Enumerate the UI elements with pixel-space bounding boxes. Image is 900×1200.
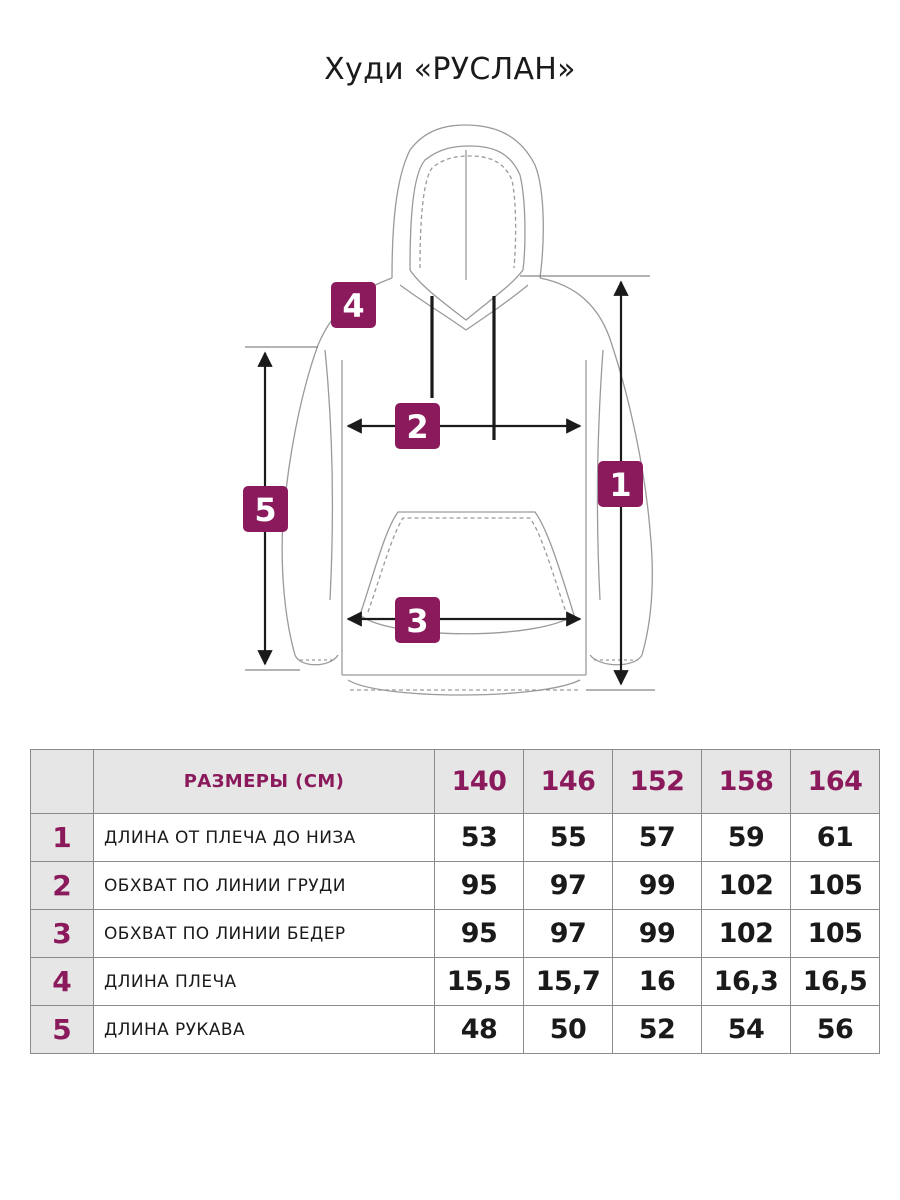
table-cell: 15,7 <box>524 958 613 1006</box>
marker-5 <box>243 486 288 532</box>
table-cell: 95 <box>435 910 524 958</box>
marker-1-label: 1 <box>609 466 632 504</box>
table-cell: 48 <box>435 1006 524 1054</box>
table-cell: 54 <box>702 1006 791 1054</box>
header-label: РАЗМЕРЫ (СМ) <box>94 750 435 814</box>
table-cell: 52 <box>613 1006 702 1054</box>
marker-3-label: 3 <box>406 602 429 640</box>
size-table-header <box>31 750 880 814</box>
table-cell: 53 <box>435 814 524 862</box>
table-cell: 59 <box>702 814 791 862</box>
table-cell: 56 <box>791 1006 880 1054</box>
marker-3 <box>395 597 440 643</box>
size-152: 152 <box>613 750 702 814</box>
table-cell: 105 <box>791 862 880 910</box>
row-number: 5 <box>31 1006 94 1054</box>
table-row <box>31 814 880 862</box>
size-158: 158 <box>702 750 791 814</box>
table-cell: 99 <box>613 910 702 958</box>
table-cell: 57 <box>613 814 702 862</box>
size-164: 164 <box>791 750 880 814</box>
table-cell: 16,3 <box>702 958 791 1006</box>
table-cell: 16 <box>613 958 702 1006</box>
table-cell: 102 <box>702 910 791 958</box>
marker-4-label: 4 <box>342 287 365 325</box>
table-cell: 50 <box>524 1006 613 1054</box>
table-cell: 16,5 <box>791 958 880 1006</box>
marker-1 <box>598 461 643 507</box>
size-146: 146 <box>524 750 613 814</box>
page-title: Худи «РУСЛАН» <box>324 52 576 87</box>
table-cell: 61 <box>791 814 880 862</box>
row-label: ОБХВАТ ПО ЛИНИИ ГРУДИ <box>94 862 435 910</box>
table-row <box>31 910 880 958</box>
row-number: 1 <box>31 814 94 862</box>
table-cell: 97 <box>524 910 613 958</box>
table-cell: 15,5 <box>435 958 524 1006</box>
table-cell: 95 <box>435 862 524 910</box>
table-cell: 99 <box>613 862 702 910</box>
table-row <box>31 1006 880 1054</box>
size-table <box>30 749 880 1054</box>
row-label: ДЛИНА РУКАВА <box>94 1006 435 1054</box>
marker-5-label: 5 <box>254 491 277 529</box>
table-row <box>31 862 880 910</box>
hoodie-outline <box>282 125 652 695</box>
marker-4 <box>331 282 376 328</box>
header-corner-cell <box>31 750 94 814</box>
row-label: ОБХВАТ ПО ЛИНИИ БЕДЕР <box>94 910 435 958</box>
table-cell: 55 <box>524 814 613 862</box>
table-row <box>31 958 880 1006</box>
table-cell: 105 <box>791 910 880 958</box>
marker-2 <box>395 403 440 449</box>
marker-2-label: 2 <box>406 408 429 446</box>
table-cell: 97 <box>524 862 613 910</box>
row-label: ДЛИНА ОТ ПЛЕЧА ДО НИЗА <box>94 814 435 862</box>
table-cell: 102 <box>702 862 791 910</box>
row-number: 2 <box>31 862 94 910</box>
size-140: 140 <box>435 750 524 814</box>
row-number: 3 <box>31 910 94 958</box>
row-number: 4 <box>31 958 94 1006</box>
row-label: ДЛИНА ПЛЕЧА <box>94 958 435 1006</box>
